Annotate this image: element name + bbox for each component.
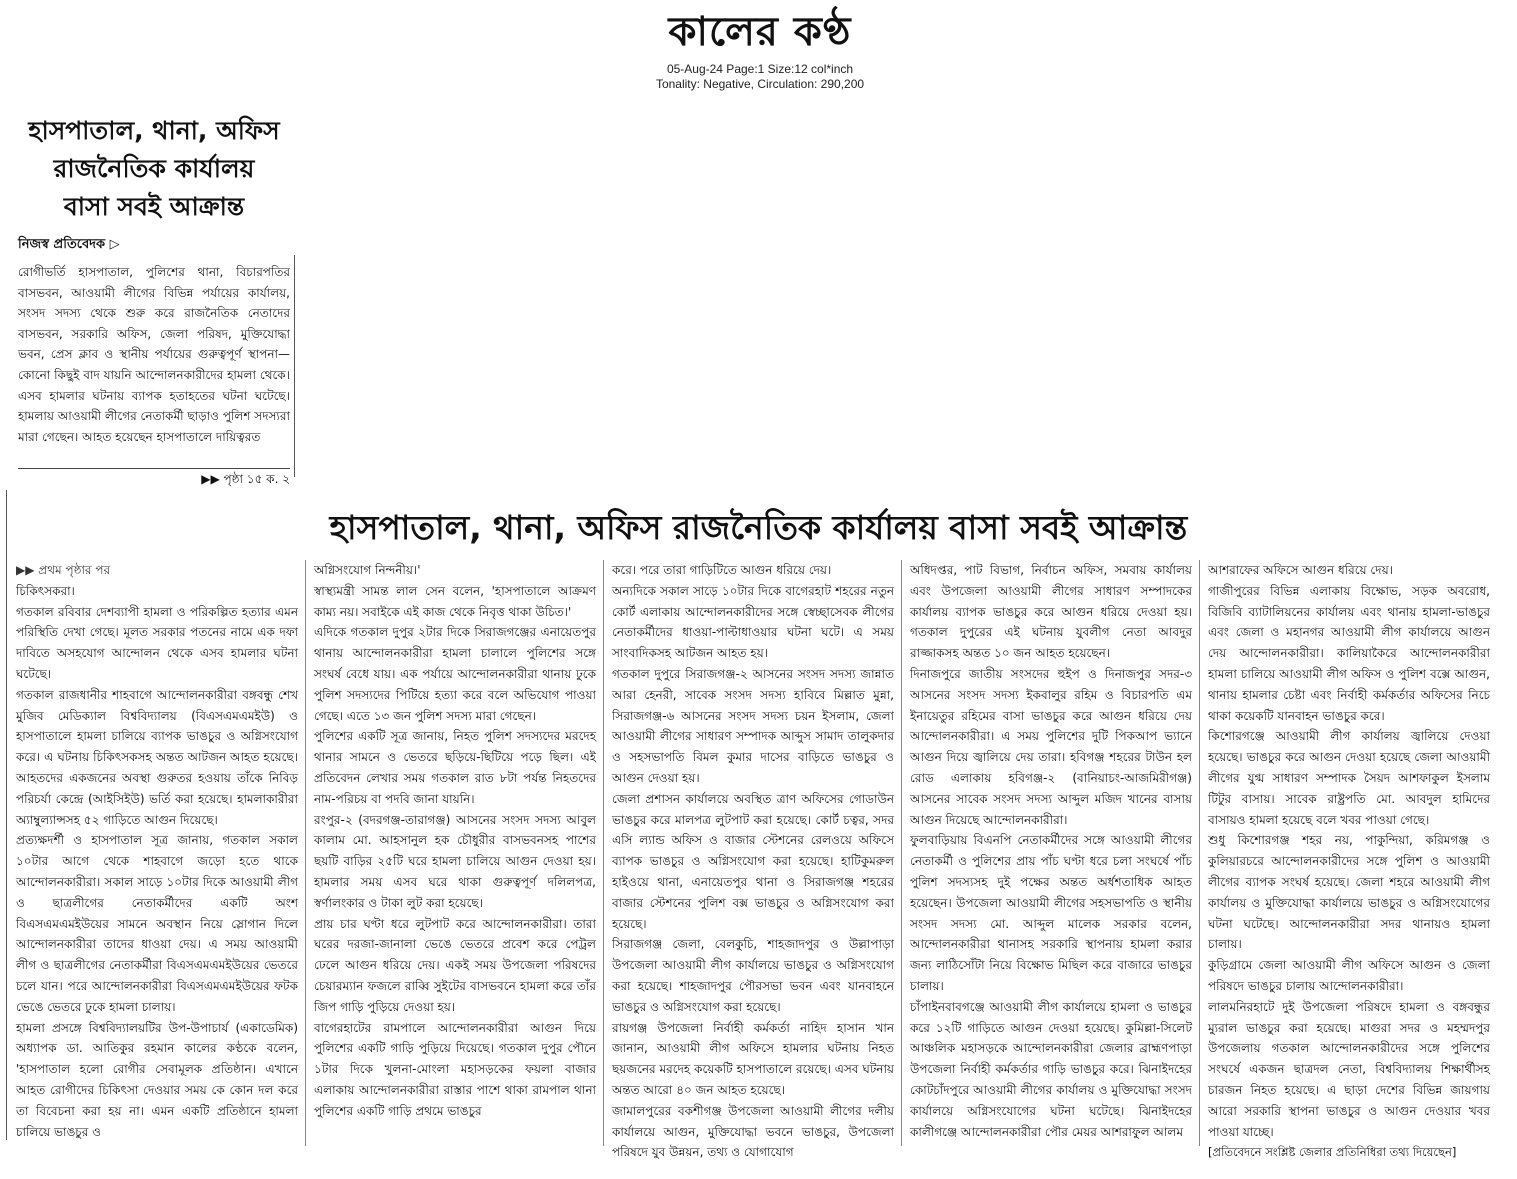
paragraph: দিনাজপুরে জাতীয় সংসদের হুইপ ও দিনাজপুর সদর-৩ আসনের সংসদ সদস্য ইকবালুর রহিম ও বিচারপতি এম ইনায়েতুর রহিমের বাসা ভাঙচুর করে আগুন ধরিয়ে দেয় আন্দোলনকারীরা। এ সময় পুলিশের দুটি পিকআপ ভ্যানে আগুন দিয়ে জ্বালিয়ে দেয় তারা। হবিগঞ্জ শহরের টাউন হল রোড এলাকায় হবিগঞ্জ-২ (বানিয়াচং-আজমিরীগঞ্জ) আসনের সাবেক সংসদ সদস্য আব্দুল মজিদ খানের বাসায় আগুন দিয়েছে আন্দোলনকারীরা। — [910, 666, 1192, 827]
article-column-5 — [1208, 560, 1490, 1160]
paragraph: লালমনিরহাটে দুই উপজেলা পরিষদে হামলা ও বঙ্গবন্ধুর ম্যুরাল ভাঙচুর করা হয়েছে। মাগুরা সদর ও মহম্মদপুর উপজেলায় গতকাল আন্দোলনকারীদের সঙ্গে পুলিশের সংঘর্ষে একজন ছাত্রদল নেতা, বিশ্ববিদ্যালয় শিক্ষার্থীসহ চারজন নিহত হয়েছে। এ ছাড়া দেশের বিভিন্ন জায়গায় আরো সরকারি স্থাপনা ভাঙচুর ও আগুন দেওয়ার খবর পাওয়া যাচ্ছে। — [1208, 999, 1490, 1139]
paragraph: হামলা প্রসঙ্গে বিশ্ববিদ্যালয়টির উপ-উপাচার্য (একাডেমিক) অধ্যাপক ডা. আতিকুর রহমান কালের কণ্ঠকে বলেন, 'হাসপাতাল হলো রোগীর সেবামূলক প্রতিষ্ঠান। এখানে আহত রোগীদের চিকিৎসা দেওয়ার সময় কে কোন দল করে তা বিবেচনা করা হয় না। এমন একটি প্রতিষ্ঠানে হামলা চালিয়ে ভাঙচুর ও — [16, 1020, 298, 1139]
front-page-teaser — [18, 112, 290, 487]
paragraph: রংপুর-২ (বদরগঞ্জ-তারাগঞ্জ) আসনের সংসদ সদস্য আবুল কালাম মো. আহসানুল হক চৌধুরীর বাসভবনসহ পাশের ছয়টি বাড়ির ২৫টি ঘরে হামলা চালিয়ে আগুন দেওয়া হয়। হামলার সময় এসব ঘরে থাকা গুরুত্বপূর্ণ দলিলপত্র, স্বর্ণালংকার ও টাকা লুট করা হয়েছে। — [314, 812, 596, 910]
teaser-continue-marker: ▶▶ পৃষ্ঠা ১৫ ক. ২ — [18, 468, 290, 487]
teaser-headline-line2: রাজনৈতিক কার্যালয় — [53, 154, 255, 183]
teaser-body: রোগীভর্তি হাসপাতাল, পুলিশের থানা, বিচারপতির বাসভবন, আওয়ামী লীগের বিভিন্ন পর্যায়ের কার্যালয়, সংসদ সদস্য থেকে শুরু করে রাজনৈতিক নেতাদের বাসভবন, সরকারি অফিস, জেলা পরিষদ, মুক্তিযোদ্ধা ভবন, প্রেস ক্লাব ও স্থানীয় পর্যায়ের গুরুত্বপূর্ণ স্থাপনা— কোনো কিছুই বাদ যায়নি আন্দোলনকারীদের হামলা থেকে। এসব হামলার ঘটনায় ব্যাপক হতাহতের ঘটনা ঘটেছে। হামলায় আওয়ামী লীগের নেতাকর্মী ছাড়াও পুলিশ সদস্যরা মারা গেছেন। আহত হয়েছেন হাসপাতালে দায়িত্বরত — [18, 265, 290, 444]
continued-from-marker: ▶▶ প্রথম পৃষ্ঠার পর — [16, 563, 111, 577]
paragraph: গতকাল রবিবার দেশব্যাপী হামলা ও পরিকল্পিত হত্যার এমন পরিস্থিতি দেখা গেছে। মূলত সরকার পতনের নামে এক দফা দাবিতে অসহযোগ আন্দোলন থেকে এসব হামলার ঘটনা ঘটেছে। — [16, 604, 298, 681]
newspaper-masthead: কালের কণ্ঠ — [668, 8, 852, 55]
report-credit: [প্রতিবেদনে সংশ্লিষ্ট জেলার প্রতিনিধিরা তথ্য দিয়েছেন] — [1208, 1145, 1457, 1160]
paragraph: চিকিৎসকরা। — [16, 583, 75, 598]
paragraph: প্রত্যক্ষদর্শী ও হাসপাতাল সূত্র জানায়, গতকাল সকাল ১০টার আগে থেকে শাহবাগে জড়ো হতে থাকে আন্দোলনকারীরা। সকাল সাড়ে ১০টার দিকে আওয়ামী লীগ ও ছাত্রলীগের নেতাকর্মীদের একটি অংশ বিএসএমএমইউয়ের সামনে অবস্থান নিয়ে স্লোগান দিলে আন্দোলনকারীরা তাদের ধাওয়া দেয়। এ সময় আওয়ামী লীগ ও ছাত্রলীগের নেতাকর্মীরা বিএসএমএমইউয়ের ভেতরে চলে যান। পরে আন্দোলনকারীরা বিএসএমএমইউয়ের ফটক ভেঙে ভেতরে ঢুকে হামলা চালায়। — [16, 833, 298, 1014]
teaser-byline: নিজস্ব প্রতিবেদক ▷ — [18, 237, 120, 252]
paragraph: করে। পরে তারা গাড়িটিতে আগুন ধরিয়ে দেয়। — [612, 563, 832, 577]
clipping-meta-line1: 05-Aug-24 Page:1 Size:12 col*inch — [666, 62, 854, 76]
article-column-3 — [612, 560, 894, 1160]
article-column-2 — [314, 560, 596, 1146]
teaser-headline — [18, 112, 290, 226]
paragraph: প্রায় চার ঘণ্টা ধরে লুটপাট করে আন্দোলনকারীরা। তারা ঘরের দরজা-জানালা ভেঙে ভেতরে প্রবেশ করে পেট্রল ঢেলে আগুন ধরিয়ে দেয়। একই সময় উপজেলা পরিষদের চেয়ারম্যান ফজলে রাব্বি সুইটের বাসভবনে হামলা করে তাঁর জিপ গাড়ি পুড়িয়ে দেওয়া হয়। — [314, 916, 596, 1014]
paragraph: সিরাজগঞ্জ জেলা, বেলকুচি, শাহজাদপুর ও উল্লাপাড়া উপজেলা আওয়ামী লীগ কার্যালয়ে ভাঙচুর ও অগ্নিসংযোগ করা হয়েছে। শাহজাদপুর পৌরসভা ভবন এবং যানবাহনে ভাঙচুর ও অগ্নিসংযোগ করা হয়েছে। — [612, 937, 894, 1014]
paragraph: গাজীপুরের বিভিন্ন এলাকায় বিক্ষোভ, সড়ক অবরোধ, বিজিবি ব্যাটালিয়নের কার্যালয় এবং থানায় হামলা-ভাঙচুর এবং জেলা ও মহানগর আওয়ামী লীগ কার্যালয়ে আগুন দেয় আন্দোলনকারীরা। কালিয়াকৈরে আন্দোলনকারীরা হামলা চালিয়ে আওয়ামী লীগ অফিস ও পুলিশ বক্সে আগুন, থানায় হামলার চেষ্টা এবং নির্বাহী কর্মকর্তার অফিসের নিচে থাকা কয়েকটি যানবাহন ভাঙচুর করে। — [1208, 583, 1490, 723]
teaser-headline-line1: হাসপাতাল, থানা, অফিস — [28, 116, 280, 145]
article-column-4 — [910, 560, 1192, 1146]
paragraph: বাগেরহাটের রামপালে আন্দোলনকারীরা আগুন দিয়ে পুলিশের একটি গাড়ি পুড়িয়ে দিয়েছে। গতকাল দুপুর পৌনে ১টার দিকে খুলনা-মোংলা মহাসড়কের ফয়লা বাজার এলাকায় আন্দোলনকারীরা রাস্তার পাশে থাকা রামপাল থানা পুলিশের একটি গাড়ি প্রথমে ভাঙচুর — [314, 1020, 596, 1118]
clipping-meta — [610, 62, 910, 92]
paragraph: অগ্নিসংযোগ নিন্দনীয়।' — [314, 563, 421, 577]
paragraph: অন্যদিকে সকাল সাড়ে ১০টার দিকে বাগেরহাট শহরের নতুন কোর্ট এলাকায় আন্দোলনকারীদের সঙ্গে স্বেচ্ছাসেবক লীগের নেতাকর্মীদের ধাওয়া-পাল্টাধাওয়ার ঘটনা ঘটে। এ সময় সাংবাদিকসহ আটজন আহত হয়। — [612, 583, 894, 661]
teaser-column-rule — [294, 255, 295, 477]
article-body — [16, 560, 1492, 1160]
article-column-1 — [16, 560, 298, 1146]
paragraph: ফুলবাড়িয়ায় বিএনপি নেতাকর্মীদের সঙ্গে আওয়ামী লীগের নেতাকর্মী ও পুলিশের প্রায় পাঁচ ঘণ্টা ধরে চলা সংঘর্ষে পাঁচ পুলিশ সদস্যসহ দুই পক্ষের অন্তত অর্ধশতাধিক আহত হয়েছেন। উপজেলা আওয়ামী লীগের সহসভাপতি ও স্থানীয় সংসদ সদস্য মো. আব্দুল মালেক সরকার বলেন, আন্দোলনকারীরা থানাসহ সরকারি স্থাপনায় হামলা করার জন্য লাঠিসোঁটা নিয়ে বিক্ষোভ মিছিল করে বাজারে ভাঙচুর চালায়। — [910, 833, 1192, 993]
paragraph: গতকাল রাজধানীর শাহবাগে আন্দোলনকারীরা বঙ্গবন্ধু শেখ মুজিব মেডিক্যাল বিশ্ববিদ্যালয় (বিএসএমএমইউ) ও হাসপাতালে হামলা চালিয়ে ব্যাপক ভাঙচুর ও অগ্নিসংযোগ করে। এ ঘটনায় চিকিৎসকসহ অন্তত আটজন আহত হয়েছে। আহতদের একজনের অবস্থা গুরুতর হওয়ায় তাঁকে নিবিড় পরিচর্যা কেন্দ্রে (আইসিইউ) ভর্তি করা হয়েছে। হামলাকারীরা অ্যাম্বুল্যান্সসহ ৫২ গাড়িতে আগুন দিয়েছে। — [16, 687, 298, 827]
paragraph: গতকাল দুপুরে সিরাজগঞ্জ-২ আসনের সংসদ সদস্য জান্নাত আরা হেনরী, সাবেক সংসদ সদস্য হাবিবে মিল্লাত মুন্না, সিরাজগঞ্জ-৬ আসনের সংসদ সদস্য চয়ন ইসলাম, জেলা আওয়ামী লীগের সাধারণ সম্পাদক আব্দুস সামাদ তালুকদার ও সহসভাপতি বিমল কুমার দাসের বাড়িতে ভাঙচুর ও আগুন দেওয়া হয়। — [612, 666, 894, 785]
paragraph: জেলা প্রশাসন কার্যালয়ে অবস্থিত ত্রাণ অফিসের গোডাউন ভাঙচুর করে মালপত্র লুটপাট করা হয়েছে। কোর্ট চত্বর, সদর এসি ল্যান্ড অফিস ও বাজার স্টেশনের রেলওয়ে অফিসে ব্যাপক ভাঙচুর ও অগ্নিসংযোগ করা হয়েছে। হাটিকুমরুল হাইওয়ে থানা, এনায়েতপুর থানা ও সিরাজগঞ্জ শহরের বাজার স্টেশনের পুলিশ বক্স ভাঙচুর ও অগ্নিসংযোগ করা হয়েছে। — [612, 791, 894, 931]
paragraph: জামালপুরের বকশীগঞ্জ উপজেলা আওয়ামী লীগের দলীয় কার্যালয়ে আগুন, মুক্তিযোদ্ধা ভবনে ভাঙচুর, উপজেলা পরিষদে যুব উন্নয়ন, তথ্য ও যোগাযোগ — [612, 1103, 894, 1160]
paragraph: রায়গঞ্জ উপজেলা নির্বাহী কর্মকর্তা নাহিদ হাসান খান জানান, আওয়ামী লীগ অফিসে হামলার ঘটনায় নিহত ছয়জনের মরদেহ কয়েকটি হাসপাতালে রয়েছে। এসব ঘটনায় অন্তত আরো ৪০ জন আহত হয়েছে। — [612, 1020, 894, 1097]
paragraph: অধিদপ্তর, পাট বিভাগ, নির্বাচন অফিস, সমবায় কার্যালয় এবং উপজেলা আওয়ামী লীগের সাধারণ সম্পাদকের কার্যালয় ব্যাপক ভাঙচুর করে আগুন ধরিয়ে দেওয়া হয়। গতকাল দুপুরের এই ঘটনায় যুবলীগ নেতা আবদুর রাজ্জাকসহ অন্তত ১০ জন আহত হয়েছেন। — [910, 563, 1192, 661]
paragraph: কুড়িগ্রামে জেলা আওয়ামী লীগ অফিসে আগুন ও জেলা পরিষদে ভাঙচুর চালায় আন্দোলনকারীরা। — [1208, 958, 1490, 993]
paragraph: স্বাস্থ্যমন্ত্রী সামন্ত লাল সেন বলেন, 'হাসপাতালে আক্রমণ কাম্য নয়। সবাইকে এই কাজ থেকে নিবৃত্ত থাকা উচিত।' — [314, 583, 596, 619]
paragraph: পুলিশের একটি সূত্র জানায়, নিহত পুলিশ সদস্যদের মরদেহ থানার সামনে ও ভেতরে ছড়িয়ে-ছিটিয়ে পড়ে ছিল। এই প্রতিবেদন লেখার সময় গতকাল রাত ৮টা পর্যন্ত নিহতদের নাম-পরিচয় বা পদবি জানা যায়নি। — [314, 729, 596, 806]
paragraph: আশরাফের অফিসে আগুন ধরিয়ে দেয়। — [1208, 563, 1393, 577]
teaser-headline-line3: বাসা সবই আক্রান্ত — [63, 192, 245, 221]
clipping-meta-line2: Tonality: Negative, Circulation: 290,200 — [655, 77, 865, 91]
article-headline: হাসপাতাল, থানা, অফিস রাজনৈতিক কার্যালয় বাসা সবই আক্রান্ত — [329, 508, 1188, 547]
paragraph: কিশোরগঞ্জে আওয়ামী লীগ কার্যালয় জ্বালিয়ে দেওয়া হয়েছে। ভাঙচুর করে আগুন দেওয়া হয়েছে জেলা আওয়ামী লীগের যুগ্ম সাধারণ সম্পাদক সৈয়দ আশফাকুল ইসলাম টিটুর বাসায়। সাবেক রাষ্ট্রপতি মো. আবদুল হামিদের বাসায়ও হামলা হয়েছে বলে খবর পাওয়া গেছে। — [1208, 729, 1490, 827]
paragraph: এদিকে গতকাল দুপুর ২টার দিকে সিরাজগঞ্জের এনায়েতপুর থানায় আন্দোলনকারীরা হামলা চালালে পুলিশের সঙ্গে সংঘর্ষ বেধে যায়। এক পর্যায়ে আন্দোলনকারীরা থানায় ঢুকে পুলিশ সদস্যদের পিটিয়ে হত্যা করে বলে অভিযোগ পাওয়া গেছে। এতে ১৩ জন পুলিশ সদস্য মারা গেছেন। — [314, 625, 596, 723]
paragraph: শুধু কিশোরগঞ্জ শহর নয়, পাকুন্দিয়া, করিমগঞ্জ ও কুলিয়ারচরে আন্দোলনকারীদের সঙ্গে পুলিশ ও আওয়ামী লীগের ব্যাপক সংঘর্ষ হয়েছে। জেলা শহরে আওয়ামী লীগ কার্যালয় ও মুক্তিযোদ্ধা কার্যালয়ে ভাঙচুর ও অগ্নিসংযোগের ঘটনা ঘটেছে। আন্দোলনকারীরা সদর থানায়ও হামলা চালায়। — [1208, 833, 1490, 952]
paragraph: চাঁপাইনবাবগঞ্জে আওয়ামী লীগ কার্যালয়ে হামলা ও ভাঙচুর করে ১২টি গাড়িতে আগুন দেওয়া হয়েছে। কুমিল্লা-সিলেট আঞ্চলিক মহাসড়কে আন্দোলনকারীরা জেলার ব্রাহ্মণপাড়া উপজেলা নির্বাহী কর্মকর্তার গাড়ি ভাঙচুর করে। ঝিনাইদহের কোটচাঁদপুরে আওয়ামী লীগের কার্যালয় ও মুক্তিযোদ্ধা সংসদ কার্যালয়ে অগ্নিসংযোগের ঘটনা ঘটেছে। ঝিনাইদহের কালীগঞ্জে আন্দোলনকারীরা পৌর মেয়র আশরাফুল আলম — [910, 999, 1192, 1139]
page-left-rule — [6, 490, 7, 1140]
